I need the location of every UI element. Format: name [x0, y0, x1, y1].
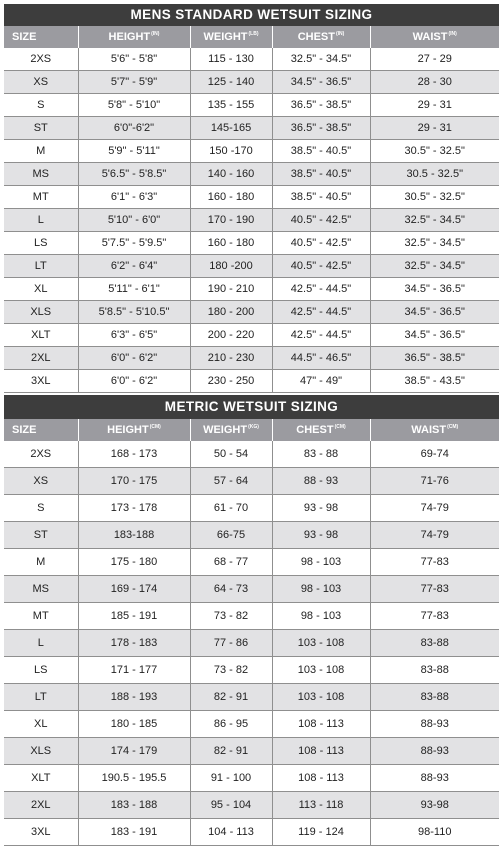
weight-cell: 210 - 230	[190, 347, 272, 370]
waist-cell: 30.5" - 32.5"	[370, 140, 499, 163]
weight-cell: 115 - 130	[190, 48, 272, 71]
chest-cell: 42.5" - 44.5"	[272, 324, 370, 347]
table-row	[4, 232, 499, 255]
size-cell: MT	[4, 603, 78, 630]
size-cell: XLS	[4, 301, 78, 324]
height-cell: 169 - 174	[78, 576, 190, 603]
weight-cell: 170 - 190	[190, 209, 272, 232]
height-cell: 178 - 183	[78, 630, 190, 657]
table-row	[4, 71, 499, 94]
waist-cell: 32.5" - 34.5"	[370, 232, 499, 255]
waist-cell: 83-88	[370, 657, 499, 684]
size-cell: LT	[4, 684, 78, 711]
standard-header-height: $HEIGHT^{(IN)}$	[78, 26, 190, 48]
chest-cell: 98 - 103	[272, 549, 370, 576]
size-cell: S	[4, 495, 78, 522]
weight-cell: 77 - 86	[190, 630, 272, 657]
weight-cell: 57 - 64	[190, 468, 272, 495]
size-cell: 3XL	[4, 370, 78, 393]
weight-cell: 135 - 155	[190, 94, 272, 117]
waist-cell: 32.5" - 34.5"	[370, 209, 499, 232]
size-cell: M	[4, 140, 78, 163]
height-cell: 5'9" - 5'11"	[78, 140, 190, 163]
size-cell: XLS	[4, 738, 78, 765]
metric-table-body	[4, 441, 499, 846]
height-cell: 168 - 173	[78, 441, 190, 468]
size-cell: 2XL	[4, 792, 78, 819]
waist-cell: 77-83	[370, 576, 499, 603]
height-cell: 185 - 191	[78, 603, 190, 630]
metric-sizing-title: METRIC WETSUIT SIZING	[4, 393, 499, 419]
sizing-chart	[4, 4, 499, 838]
standard-sizing-table	[4, 26, 499, 393]
height-cell: 170 - 175	[78, 468, 190, 495]
weight-cell: 160 - 180	[190, 186, 272, 209]
weight-cell: 73 - 82	[190, 603, 272, 630]
height-cell: 5'6.5" - 5'8.5"	[78, 163, 190, 186]
height-cell: 183 - 188	[78, 792, 190, 819]
height-cell: 171 - 177	[78, 657, 190, 684]
chest-cell: 47" - 49"	[272, 370, 370, 393]
size-cell: 3XL	[4, 819, 78, 846]
metric-header-size: SIZE	[4, 419, 78, 441]
table-row	[4, 117, 499, 140]
weight-cell: 190 - 210	[190, 278, 272, 301]
weight-cell: 66-75	[190, 522, 272, 549]
weight-cell: 73 - 82	[190, 657, 272, 684]
weight-cell: 82 - 91	[190, 684, 272, 711]
standard-header-chest: $CHEST^{(IN)}$	[272, 26, 370, 48]
standard-header-waist: $WAIST^{(IN)}$	[370, 26, 499, 48]
waist-cell: 77-83	[370, 603, 499, 630]
waist-cell: 69-74	[370, 441, 499, 468]
height-cell: 174 - 179	[78, 738, 190, 765]
height-cell: 6'2" - 6'4"	[78, 255, 190, 278]
metric-sizing-table	[4, 419, 499, 846]
standard-header-weight: $WEIGHT^{(LB)}$	[190, 26, 272, 48]
table-row	[4, 324, 499, 347]
waist-cell: 27 - 29	[370, 48, 499, 71]
chest-cell: 42.5" - 44.5"	[272, 301, 370, 324]
waist-cell: 88-93	[370, 738, 499, 765]
weight-cell: 68 - 77	[190, 549, 272, 576]
chest-cell: 42.5" - 44.5"	[272, 278, 370, 301]
table-row	[4, 140, 499, 163]
waist-cell: 30.5 - 32.5"	[370, 163, 499, 186]
height-cell: 6'0" - 6'2"	[78, 370, 190, 393]
waist-cell: 88-93	[370, 711, 499, 738]
chest-cell: 32.5" - 34.5"	[272, 48, 370, 71]
chest-cell: 44.5" - 46.5"	[272, 347, 370, 370]
size-cell: MS	[4, 163, 78, 186]
weight-cell: 180 -200	[190, 255, 272, 278]
chest-cell: 108 - 113	[272, 711, 370, 738]
waist-cell: 32.5" - 34.5"	[370, 255, 499, 278]
chest-cell: 98 - 103	[272, 576, 370, 603]
size-cell: MT	[4, 186, 78, 209]
chest-cell: 103 - 108	[272, 630, 370, 657]
size-cell: 2XS	[4, 441, 78, 468]
standard-table-body	[4, 48, 499, 393]
table-row	[4, 94, 499, 117]
height-cell: 175 - 180	[78, 549, 190, 576]
height-cell: 173 - 178	[78, 495, 190, 522]
table-row	[4, 603, 499, 630]
waist-cell: 34.5" - 36.5"	[370, 301, 499, 324]
size-cell: LS	[4, 232, 78, 255]
waist-cell: 98-110	[370, 819, 499, 846]
table-row	[4, 765, 499, 792]
weight-cell: 140 - 160	[190, 163, 272, 186]
chest-cell: 38.5" - 40.5"	[272, 186, 370, 209]
table-row	[4, 657, 499, 684]
size-cell: XS	[4, 71, 78, 94]
table-row	[4, 186, 499, 209]
waist-cell: 29 - 31	[370, 94, 499, 117]
table-row	[4, 347, 499, 370]
weight-cell: 145-165	[190, 117, 272, 140]
size-cell: 2XS	[4, 48, 78, 71]
height-cell: 5'7.5" - 5'9.5"	[78, 232, 190, 255]
chest-cell: 93 - 98	[272, 495, 370, 522]
chest-cell: 34.5" - 36.5"	[272, 71, 370, 94]
height-cell: 5'10" - 6'0"	[78, 209, 190, 232]
chest-cell: 36.5" - 38.5"	[272, 117, 370, 140]
waist-cell: 28 - 30	[370, 71, 499, 94]
height-cell: 190.5 - 195.5	[78, 765, 190, 792]
chest-cell: 88 - 93	[272, 468, 370, 495]
height-cell: 6'3" - 6'5"	[78, 324, 190, 347]
waist-cell: 74-79	[370, 495, 499, 522]
table-row	[4, 630, 499, 657]
table-row	[4, 209, 499, 232]
waist-cell: 74-79	[370, 522, 499, 549]
size-cell: M	[4, 549, 78, 576]
metric-header-weight: $WEIGHT^{(KG)}$	[190, 419, 272, 441]
table-row	[4, 468, 499, 495]
weight-cell: 200 - 220	[190, 324, 272, 347]
chest-cell: 103 - 108	[272, 657, 370, 684]
chest-cell: 108 - 113	[272, 765, 370, 792]
chest-cell: 93 - 98	[272, 522, 370, 549]
waist-cell: 34.5" - 36.5"	[370, 324, 499, 347]
size-cell: 2XL	[4, 347, 78, 370]
waist-cell: 34.5" - 36.5"	[370, 278, 499, 301]
table-row	[4, 576, 499, 603]
waist-cell: 83-88	[370, 684, 499, 711]
waist-cell: 29 - 31	[370, 117, 499, 140]
standard-sizing-title: MENS STANDARD WETSUIT SIZING	[4, 4, 499, 26]
weight-cell: 150 -170	[190, 140, 272, 163]
table-row	[4, 738, 499, 765]
waist-cell: 88-93	[370, 765, 499, 792]
height-cell: 6'1" - 6'3"	[78, 186, 190, 209]
table-row	[4, 48, 499, 71]
table-row	[4, 278, 499, 301]
chest-cell: 40.5" - 42.5"	[272, 255, 370, 278]
chest-cell: 119 - 124	[272, 819, 370, 846]
weight-cell: 64 - 73	[190, 576, 272, 603]
size-cell: XL	[4, 711, 78, 738]
table-row	[4, 792, 499, 819]
height-cell: 5'7" - 5'9"	[78, 71, 190, 94]
weight-cell: 180 - 200	[190, 301, 272, 324]
size-cell: XL	[4, 278, 78, 301]
chest-cell: 83 - 88	[272, 441, 370, 468]
weight-cell: 230 - 250	[190, 370, 272, 393]
size-cell: XS	[4, 468, 78, 495]
size-cell: ST	[4, 117, 78, 140]
waist-cell: 83-88	[370, 630, 499, 657]
weight-cell: 86 - 95	[190, 711, 272, 738]
size-cell: XLT	[4, 324, 78, 347]
height-cell: 6'0"-6'2"	[78, 117, 190, 140]
table-row	[4, 549, 499, 576]
chest-cell: 98 - 103	[272, 603, 370, 630]
table-row	[4, 711, 499, 738]
chest-cell: 38.5" - 40.5"	[272, 163, 370, 186]
metric-header-waist: $WAIST^{(CM)}$	[370, 419, 499, 441]
table-row	[4, 370, 499, 393]
metric-header-row	[4, 419, 499, 441]
weight-cell: 82 - 91	[190, 738, 272, 765]
waist-cell: 71-76	[370, 468, 499, 495]
size-cell: LT	[4, 255, 78, 278]
standard-header-size: SIZE	[4, 26, 78, 48]
chest-cell: 113 - 118	[272, 792, 370, 819]
table-row	[4, 819, 499, 846]
height-cell: 5'8" - 5'10"	[78, 94, 190, 117]
weight-cell: 91 - 100	[190, 765, 272, 792]
size-cell: L	[4, 209, 78, 232]
size-cell: S	[4, 94, 78, 117]
waist-cell: 36.5" - 38.5"	[370, 347, 499, 370]
chest-cell: 108 - 113	[272, 738, 370, 765]
weight-cell: 50 - 54	[190, 441, 272, 468]
table-row	[4, 163, 499, 186]
weight-cell: 104 - 113	[190, 819, 272, 846]
table-row	[4, 684, 499, 711]
size-cell: XLT	[4, 765, 78, 792]
size-cell: ST	[4, 522, 78, 549]
height-cell: 183 - 191	[78, 819, 190, 846]
table-row	[4, 255, 499, 278]
table-row	[4, 441, 499, 468]
chest-cell: 40.5" - 42.5"	[272, 232, 370, 255]
height-cell: 180 - 185	[78, 711, 190, 738]
weight-cell: 160 - 180	[190, 232, 272, 255]
size-cell: LS	[4, 657, 78, 684]
chest-cell: 40.5" - 42.5"	[272, 209, 370, 232]
waist-cell: 77-83	[370, 549, 499, 576]
table-row	[4, 522, 499, 549]
weight-cell: 95 - 104	[190, 792, 272, 819]
height-cell: 5'6" - 5'8"	[78, 48, 190, 71]
height-cell: 5'11" - 6'1"	[78, 278, 190, 301]
waist-cell: 38.5" - 43.5"	[370, 370, 499, 393]
waist-cell: 30.5" - 32.5"	[370, 186, 499, 209]
chest-cell: 103 - 108	[272, 684, 370, 711]
metric-header-chest: $CHEST^{(CM)}$	[272, 419, 370, 441]
table-row	[4, 495, 499, 522]
weight-cell: 125 - 140	[190, 71, 272, 94]
chest-cell: 38.5" - 40.5"	[272, 140, 370, 163]
weight-cell: 61 - 70	[190, 495, 272, 522]
metric-header-height: $HEIGHT^{(CM)}$	[78, 419, 190, 441]
standard-header-row	[4, 26, 499, 48]
height-cell: 6'0" - 6'2"	[78, 347, 190, 370]
height-cell: 5'8.5" - 5'10.5"	[78, 301, 190, 324]
size-cell: L	[4, 630, 78, 657]
height-cell: 188 - 193	[78, 684, 190, 711]
size-cell: MS	[4, 576, 78, 603]
waist-cell: 93-98	[370, 792, 499, 819]
height-cell: 183-188	[78, 522, 190, 549]
table-row	[4, 301, 499, 324]
chest-cell: 36.5" - 38.5"	[272, 94, 370, 117]
